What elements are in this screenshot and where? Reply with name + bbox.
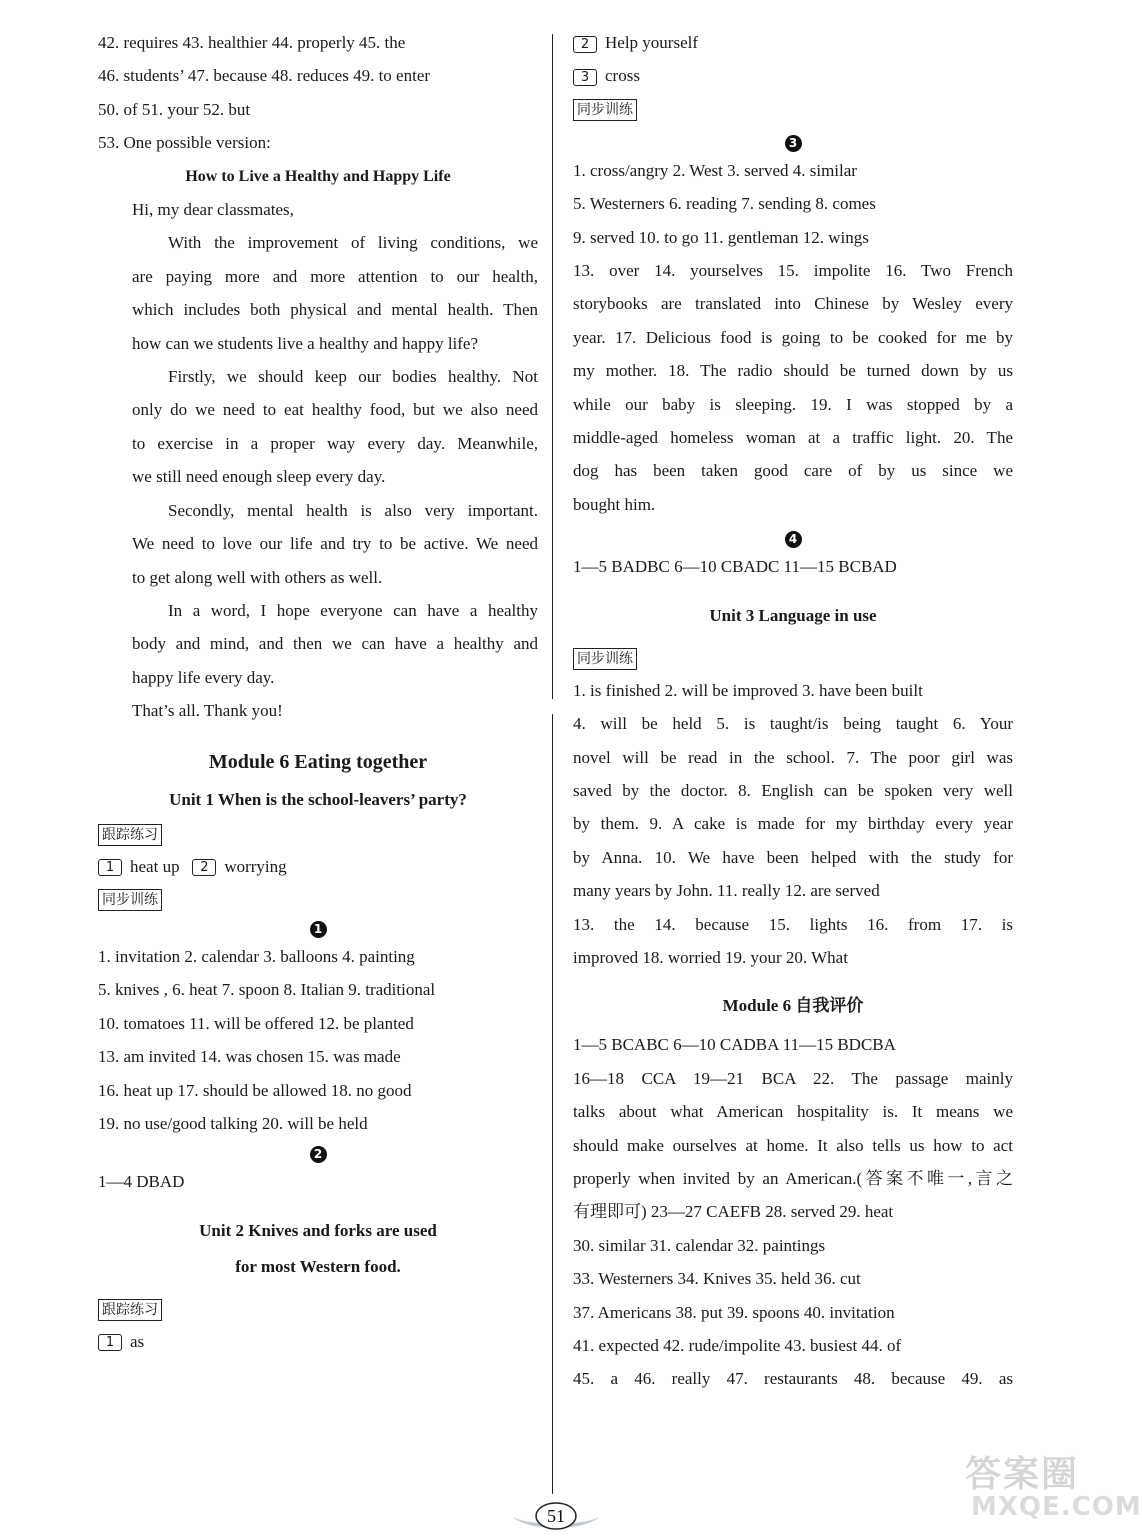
answer-line: 有理即可) 23—27 CAEFB 28. served 29. heat: [573, 1202, 894, 1222]
answer-line: bought him.: [573, 494, 656, 514]
genzong-answers: [98, 850, 538, 883]
essay-line: only do we need to eat healthy food, but we also need: [132, 400, 538, 420]
section-number-3: 3: [785, 135, 802, 152]
page-number: 51: [547, 1506, 565, 1526]
essay-paragraph-2: [98, 360, 538, 494]
page-number-badge: [508, 1500, 604, 1534]
essay-line: we still need enough sleep every day.: [132, 467, 386, 487]
answer-line: 1—5 BCABC 6—10 CADBA 11—15 BDCBA: [573, 1035, 896, 1055]
watermark-logo: [959, 1442, 1142, 1532]
essay-greeting: Hi, my dear classmates,: [132, 200, 294, 220]
tag-tongbu: 同步训练: [98, 889, 162, 911]
answer-line: 13. the 14. because 15. lights 16. from 17. is: [573, 914, 1013, 934]
answer-line: 1. invitation 2. calendar 3. balloons 4. painting: [98, 946, 415, 966]
essay-line: We need to love our life and try to be active. We need: [132, 534, 538, 554]
essay-paragraph-1: [98, 226, 538, 360]
answer-line: 41. expected 42. rude/impolite 43. busiest 44. of: [573, 1336, 902, 1355]
answer-line: 46. students’ 47. because 48. reduces 49. to enter: [98, 66, 431, 86]
essay-paragraph-3: [98, 494, 538, 594]
answer-line: 5. Westerners 6. reading 7. sending 8. comes: [573, 194, 876, 214]
answer-line: 1. is finished 2. will be improved 3. have been built: [573, 680, 923, 700]
answer-line: 50. of 51. your 52. but: [98, 99, 251, 119]
essay-paragraph-4: [98, 594, 538, 694]
answer-line: 33. Westerners 34. Knives 35. held 36. cut: [573, 1269, 861, 1289]
essay-line: to exercise in a proper way every day. Meanwhile,: [132, 433, 538, 453]
essay-line: body and mind, and then we can have a healthy and: [132, 634, 538, 654]
genzong-answers: [573, 26, 1013, 59]
genzong-answers: [573, 59, 1013, 92]
answer-line: year. 17. Delicious food is going to be cooked for me by: [573, 327, 1013, 347]
essay-closing: That’s all. Thank you!: [132, 701, 283, 721]
essay-title: How to Live a Healthy and Happy Life: [185, 167, 451, 185]
answer-line: middle-aged homeless woman at a traffic light. 20. The: [573, 428, 1013, 448]
box-number: 2: [573, 36, 597, 53]
box-number: 1: [98, 859, 122, 876]
essay-line: With the improvement of living conditions, we: [168, 233, 538, 253]
unit2-title-line2: for most Western food.: [235, 1256, 401, 1276]
answer-line: 13. am invited 14. was chosen 15. was made: [98, 1047, 401, 1067]
tag-tongbu: 同步训练: [573, 648, 637, 670]
unit1-title: Unit 1 When is the school-leavers’ party?: [169, 789, 467, 809]
essay-line: Secondly, mental health is also very important.: [168, 500, 538, 520]
answer-line: improved 18. worried 19. your 20. What: [573, 947, 848, 967]
tag-genzong: 跟踪练习: [98, 1299, 162, 1321]
answer-line: my mother. 18. The radio should be turned down by us: [573, 361, 1013, 381]
answer-line: 1—4 DBAD: [98, 1172, 185, 1192]
column-divider: [552, 34, 553, 699]
answer-line: should make ourselves at home. It also tells us how to act: [573, 1135, 1013, 1155]
box-number: 2: [192, 859, 216, 876]
answer-line: 1—5 BADBC 6—10 CBADC 11—15 BCBAD: [573, 557, 897, 577]
answer-line: 16—18 CCA 19—21 BCA 22. The passage mainly: [573, 1068, 1013, 1088]
answer-line: while our baby is sleeping. 19. I was stopped by a: [573, 394, 1013, 414]
tag-genzong: 跟踪练习: [98, 824, 162, 846]
answer-text: worrying: [224, 856, 287, 876]
essay-line: Firstly, we should keep our bodies healthy. Not: [168, 367, 538, 387]
answer-line: 30. similar 31. calendar 32. paintings: [573, 1235, 826, 1255]
answer-line: 37. Americans 38. put 39. spoons 40. invitation: [573, 1302, 895, 1322]
answer-line: properly when invited by an American.(答案不唯一,言之: [573, 1168, 1013, 1188]
box-number: 1: [98, 1334, 122, 1351]
self-evaluation-title: Module 6 自我评价: [722, 996, 864, 1016]
answer-line: 4. will be held 5. is taught/is being taught 6. Your: [573, 714, 1013, 734]
section-number-1: 1: [310, 921, 327, 938]
answer-text: cross: [605, 66, 640, 86]
answer-line: 53. One possible version:: [98, 133, 271, 153]
watermark-url: MXQE.COM: [971, 1492, 1142, 1522]
essay-line: are paying more and more attention to our health,: [132, 266, 538, 286]
answer-line: storybooks are translated into Chinese by Wesley every: [573, 294, 1013, 314]
essay-line: In a word, I hope everyone can have a healthy: [168, 600, 538, 620]
answer-line: 45. a 46. really 47. restaurants 48. because 49. as: [573, 1369, 1013, 1389]
answer-line: 9. served 10. to go 11. gentleman 12. wings: [573, 227, 869, 247]
essay-line: to get along well with others as well.: [132, 567, 383, 587]
answer-line: novel will be read in the school. 7. The poor girl was: [573, 747, 1013, 767]
genzong-answers: [98, 1325, 538, 1358]
essay-line: how can we students live a healthy and happy life?: [132, 333, 479, 353]
answer-text: Help yourself: [605, 33, 699, 52]
answer-line: talks about what American hospitality is. It means we: [573, 1102, 1013, 1122]
answer-line: 10. tomatoes 11. will be offered 12. be planted: [98, 1013, 414, 1033]
unit2-title-line1: Unit 2 Knives and forks are used: [199, 1220, 437, 1240]
left-column: [98, 26, 538, 1358]
answer-line: saved by the doctor. 8. English can be spoken very well: [573, 780, 1013, 800]
module-title: Module 6 Eating together: [208, 750, 428, 773]
section-number-2: 2: [310, 1146, 327, 1163]
page-number-ornament-icon: [508, 1500, 604, 1534]
watermark-text: 答案圈: [965, 1454, 1080, 1495]
section-number-4: 4: [785, 531, 802, 548]
answer-line: 42. requires 43. healthier 44. properly 45. the: [98, 33, 406, 52]
box-number: 3: [573, 69, 597, 86]
answer-line: dog has been taken good care of by us since we: [573, 461, 1013, 481]
unit3-title: Unit 3 Language in use: [709, 605, 877, 625]
answer-line: 1. cross/angry 2. West 3. served 4. similar: [573, 160, 857, 180]
answer-line: by Anna. 10. We have been helped with the study for: [573, 847, 1013, 867]
answer-line: 19. no use/good talking 20. will be held: [98, 1113, 368, 1133]
answer-line: many years by John. 11. really 12. are served: [573, 881, 880, 901]
answer-line: by them. 9. A cake is made for my birthday every year: [573, 814, 1013, 834]
answer-text: as: [130, 1331, 145, 1351]
column-divider: [552, 714, 553, 1494]
answer-line: 16. heat up 17. should be allowed 18. no good: [98, 1080, 412, 1100]
answer-line: 13. over 14. yourselves 15. impolite 16. Two French: [573, 261, 1013, 281]
tag-tongbu: 同步训练: [573, 99, 637, 121]
essay-line: which includes both physical and mental health. Then: [132, 300, 538, 320]
essay-line: happy life every day.: [132, 667, 275, 687]
answer-text: heat up: [130, 856, 180, 876]
right-column: [573, 26, 1013, 1396]
answer-line: 5. knives , 6. heat 7. spoon 8. Italian 9. traditional: [98, 980, 436, 1000]
